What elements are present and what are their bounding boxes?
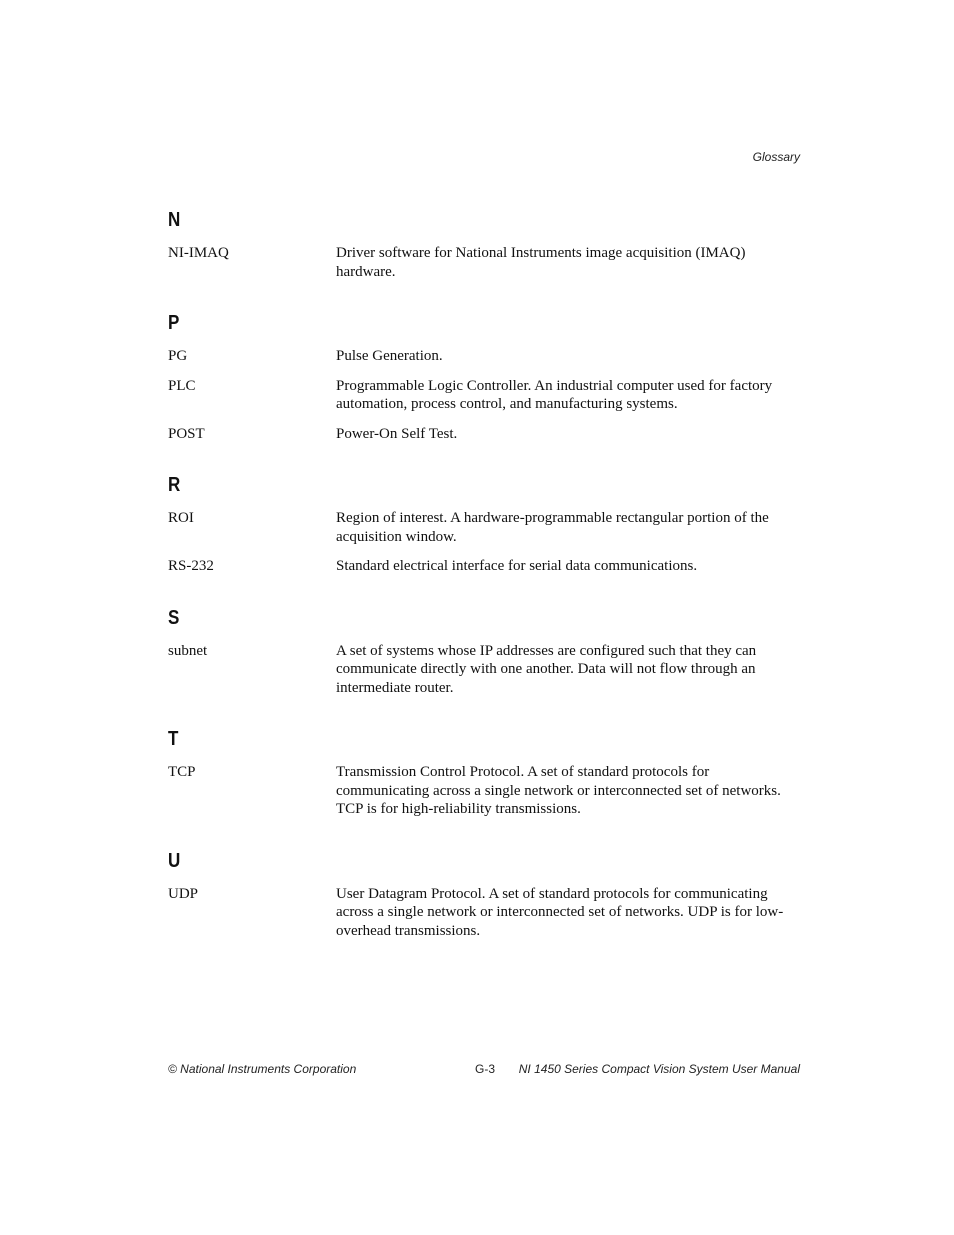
glossary-entry: [168, 347, 800, 366]
glossary-entry: [168, 557, 800, 576]
page-footer: [168, 1062, 800, 1078]
glossary-entry: [168, 885, 800, 941]
section-letter: N: [168, 209, 181, 231]
glossary-section-t: [168, 727, 800, 819]
glossary-entry: [168, 509, 800, 546]
glossary-definition: Pulse Generation.: [336, 348, 443, 364]
glossary-entry: [168, 642, 800, 698]
glossary-definition: User Datagram Protocol. A set of standard protocols for communicating across a single network or interconnected set of networks. UDP is for low-overhead transmissions.: [336, 885, 784, 939]
footer-manual-title: NI 1450 Series Compact Vision System User Manual: [518, 1062, 800, 1076]
glossary-definition: A set of systems whose IP addresses are configured such that they can communicate directly with one another. Data will not flow through an intermediate router.: [336, 642, 757, 696]
glossary-entry: [168, 377, 800, 414]
glossary-term: TCP: [168, 764, 196, 780]
glossary-definition: Transmission Control Protocol. A set of standard protocols for communicating across a single network or interconnected set of networks. TCP is for high-reliability transmissions.: [336, 764, 781, 817]
glossary-entry: [168, 244, 800, 281]
glossary-term: PLC: [168, 377, 196, 394]
glossary-term: PG: [168, 348, 188, 364]
glossary-definition: Power-On Self Test.: [336, 425, 458, 442]
glossary-definition: Region of interest. A hardware-programmable rectangular portion of the acquisition window.: [336, 510, 769, 545]
page-number: G-3: [475, 1062, 496, 1076]
glossary-section-s: [168, 606, 800, 698]
section-letter: T: [168, 728, 179, 750]
glossary-content: [168, 208, 800, 970]
glossary-term: NI-IMAQ: [168, 245, 229, 261]
glossary-term: subnet: [168, 642, 208, 659]
glossary-section-u: [168, 849, 800, 941]
glossary-term: UDP: [168, 885, 199, 902]
glossary-definition: Standard electrical interface for serial data communications.: [336, 558, 698, 574]
section-letter: S: [168, 606, 180, 629]
section-letter: R: [168, 474, 181, 496]
glossary-entry: [168, 763, 800, 819]
section-letter: P: [168, 312, 180, 334]
glossary-entry: [168, 425, 800, 444]
glossary-section-r: [168, 473, 800, 576]
glossary-term: RS-232: [168, 558, 214, 574]
glossary-section-p: [168, 311, 800, 443]
section-letter: U: [168, 849, 181, 872]
glossary-term: POST: [168, 425, 205, 442]
glossary-definition: Driver software for National Instruments image acquisition (IMAQ) hardware.: [336, 245, 746, 280]
glossary-definition: Programmable Logic Controller. An industrial computer used for factory automation, process control, and manufacturing systems.: [336, 377, 773, 412]
glossary-term: ROI: [168, 510, 194, 526]
glossary-section-n: [168, 208, 800, 281]
running-head: Glossary: [752, 150, 800, 164]
footer-copyright: © National Instruments Corporation: [168, 1062, 357, 1076]
